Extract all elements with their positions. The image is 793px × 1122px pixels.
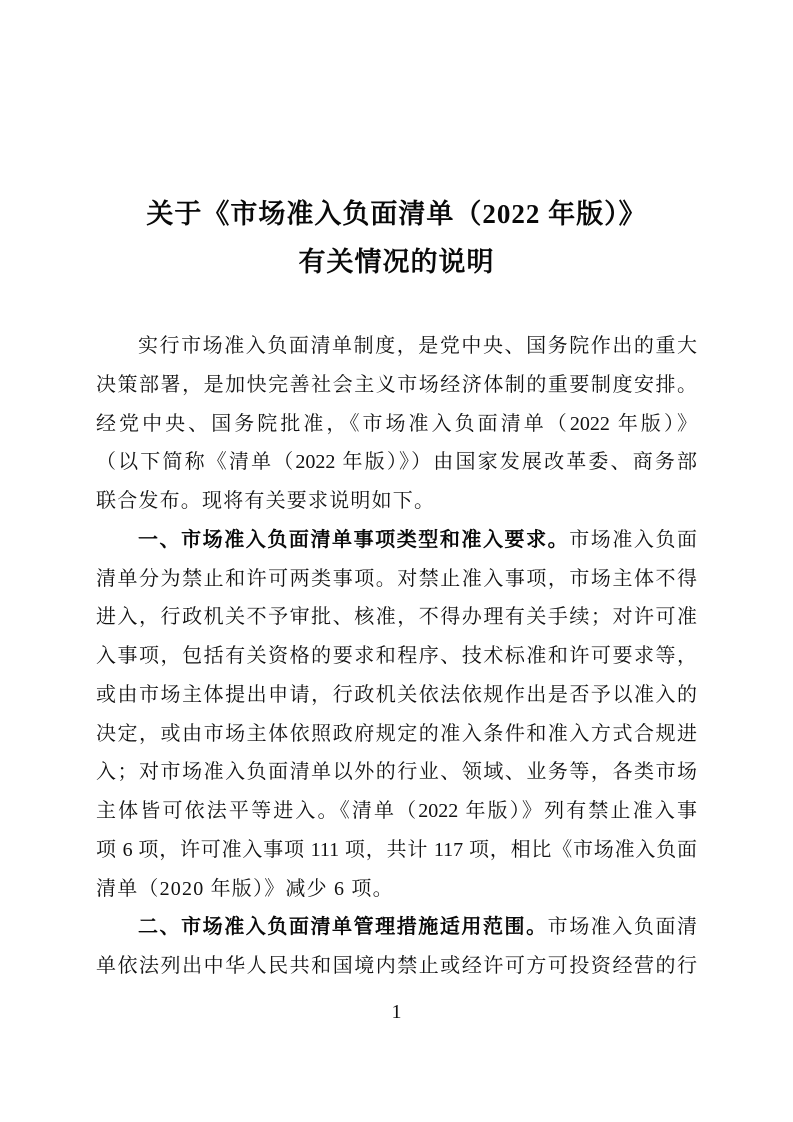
document-title: [0, 190, 793, 286]
body-line-text: 入事项，包括有关资格的要求和程序、技术标准和许可要求等，: [96, 645, 697, 667]
body-line-text: （以下简称《清单（2022 年版）》）由国家发展改革委、商务部: [96, 451, 697, 474]
body-line: [96, 637, 697, 676]
page-number: 1: [391, 1001, 402, 1023]
title-line-2: 有关情况的说明: [298, 247, 495, 277]
body-line: [96, 598, 697, 637]
body-line-text: 决策部署，是加快完善社会主义市场经济体制的重要制度安排。: [96, 373, 697, 396]
body-line: [96, 366, 697, 405]
document-body: [96, 327, 697, 986]
body-line: [96, 908, 697, 947]
body-line: [96, 870, 697, 909]
body-line: [96, 792, 697, 831]
body-line-text: 市场准入负面: [569, 528, 698, 551]
body-line: [96, 676, 697, 715]
body-line-text: 联合发布。现将有关要求说明如下。: [96, 490, 436, 512]
body-line-text: 或由市场主体提出申请，行政机关依法依规作出是否予以准入的: [96, 683, 697, 706]
body-line: [96, 715, 697, 754]
body-line-text: 清单（2020 年版）》减少 6 项。: [96, 877, 394, 900]
body-line: [96, 443, 697, 482]
section-two-heading: 二、市场准入负面清单管理措施适用范围。: [138, 916, 548, 939]
body-line-text: 单依法列出中华人民共和国境内禁止或经许可方可投资经营的行: [96, 955, 697, 977]
body-line: [96, 327, 697, 366]
body-line-text: 主体皆可依法平等进入。《清单（2022 年版）》列有禁止准入事: [96, 800, 697, 822]
body-line-text: 经党中央、国务院批准，《市场准入负面清单（2022 年版）》: [96, 412, 697, 435]
body-line: [96, 560, 697, 599]
body-line: [96, 482, 697, 521]
body-line-text: 决定，或由市场主体依照政府规定的准入条件和准入方式合规进: [96, 722, 697, 745]
body-line-text: 入；对市场准入负面清单以外的行业、领域、业务等，各类市场: [96, 761, 697, 784]
body-line: [96, 405, 697, 444]
body-line: [96, 947, 697, 986]
body-line: [96, 831, 697, 870]
body-line: [96, 753, 697, 792]
section-one-heading: 一、市场准入负面清单事项类型和准入要求。: [138, 528, 570, 551]
body-line-text: 项 6 项，许可准入事项 111 项，共计 117 项，相比《市场准入负面: [96, 838, 697, 861]
body-line-text: 市场准入负面清: [547, 916, 698, 939]
body-line-text: 实行市场准入负面清单制度，是党中央、国务院作出的重大: [138, 335, 697, 357]
body-line-text: 进入，行政机关不予审批、核准，不得办理有关手续；对许可准: [96, 606, 697, 629]
body-line: [96, 521, 697, 560]
title-line-1: 关于《市场准入负面清单（2022 年版）》: [146, 199, 647, 229]
body-line-text: 清单分为禁止和许可两类事项。对禁止准入事项，市场主体不得: [96, 567, 697, 590]
